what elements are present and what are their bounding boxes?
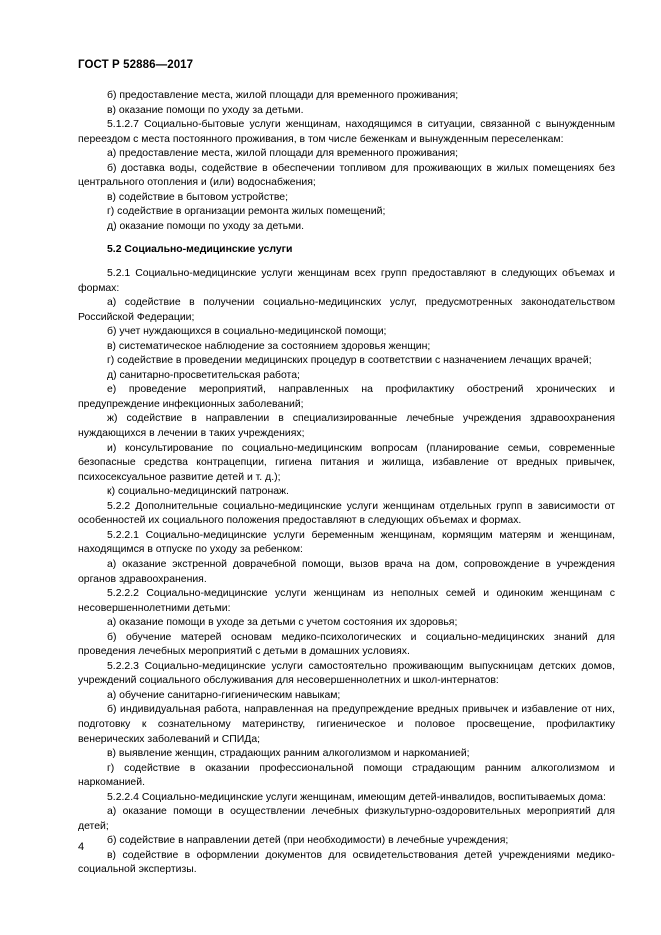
paragraph: в) оказание помощи по уходу за детьми. [107,104,304,116]
paragraph: в) содействие в бытовом устройстве; [107,191,289,203]
document-body [78,89,615,878]
paragraph: и) консультирование по социально-медицинским вопросам (планирование семьи, современные безопасные средства контрацепции, гигиена питания и жилища, избавление от вредных привычек, психосексуальное развитие детей и т. д.); [78,442,615,483]
paragraph: 5.2.2.1 Социально-медицинские услуги беременным женщинам, кормящим матерям и женщинам, находящимся в отпуске по уходу за ребенком: [78,529,615,556]
paragraph: д) санитарно-просветительская работа; [107,369,300,381]
page-header-standard-code: ГОСТ Р 52886—2017 [78,59,194,71]
paragraph: а) оказание помощи в осуществлении лечебных физкультурно-оздоровительных мероприятий для детей; [78,806,615,832]
paragraph: а) оказание экстренной доврачебной помощи, вызов врача на дом, сопровождение в учреждения органов здравоохранения. [78,558,615,585]
paragraph: ж) содействие в направлении в специализированные лечебные учреждения здравоохранения нуждающихся в лечении в таких учреждениях; [78,413,615,440]
paragraph: а) предоставление места, жилой площади для временного проживания; [107,148,459,160]
paragraph: г) содействие в оказании профессиональной помощи страдающим ранним алкоголизмом и наркоманией. [78,762,615,789]
paragraph: б) индивидуальная работа, направленная на предупреждение вредных привычек и избавление от них, подготовку к сознательному материнству, гигиеническое и половое просвещение, профилактику венерических заболеваний и СПИДа; [78,704,615,745]
page-number: 4 [78,841,85,853]
paragraph: а) оказание помощи в уходе за детьми с учетом состояния их здоровья; [107,617,458,629]
paragraph: б) доставка воды, содействие в обеспечении топливом для проживающих в жилых помещениях без центрального отопления и (или) водоснабжения; [78,162,615,189]
paragraph: к) социально-медицинский патронаж. [107,486,289,498]
paragraph: б) предоставление места, жилой площади для временного проживания; [107,90,459,101]
paragraph: б) содействие в направлении детей (при необходимости) в лечебные учреждения; [107,835,509,847]
section-heading: 5.2 Социально-медицинские услуги [107,244,293,256]
paragraph: в) систематическое наблюдение за состоянием здоровья женщин; [107,340,431,352]
paragraph: е) проведение мероприятий, направленных на профилактику обострений хронических и предупреждение инфекционных заболеваний; [78,384,615,410]
paragraph: 5.2.2.4 Социально-медицинские услуги женщинам, имеющим детей-инвалидов, воспитываемых дома: [107,791,606,803]
paragraph: б) учет нуждающихся в социально-медицинской помощи; [107,326,387,338]
paragraph: б) обучение матерей основам медико-психологических и социально-медицинских знаний для проведения лечебных мероприятий с детьми в домашних условиях. [78,631,615,658]
paragraph: в) содействие в оформлении документов для освидетельствования детей учреждениями медико-социальной экспертизы. [78,849,615,876]
paragraph: г) содействие в организации ремонта жилых помещений; [107,206,386,218]
paragraph: 5.2.2.2 Социально-медицинские услуги женщинам из неполных семей и одиноким женщинам с несовершеннолетними детьми: [78,588,615,614]
paragraph: 5.2.2.3 Социально-медицинские услуги самостоятельно проживающим выпускницам детских домов, учреждений социального обслуживания для несовершеннолетних и школ-интернатов: [78,660,615,687]
paragraph: г) содействие в проведении медицинских процедур в соответствии с назначением лечащих врачей; [107,355,592,367]
paragraph: в) выявление женщин, страдающих ранним алкоголизмом и наркоманией; [107,748,470,760]
paragraph: а) содействие в получении социально-медицинских услуг, предусмотренных законодательством Российской Федерации; [78,297,615,323]
paragraph: 5.2.2 Дополнительные социально-медицинские услуги женщинам отдельных групп в зависимости от особенностей их социального положения предоставляют в следующих объемах и формах. [78,500,615,527]
paragraph: д) оказание помощи по уходу за детьми. [107,220,305,232]
paragraph: 5.2.1 Социально-медицинские услуги женщинам всех групп предоставляют в следующих объемах и формах: [78,268,615,294]
paragraph: а) обучение санитарно-гигиеническим навыкам; [107,689,341,701]
paragraph: 5.1.2.7 Социально-бытовые услуги женщинам, находящимся в ситуации, связанной с вынужденным переездом с места постоянного проживания, в том числе беженкам и вынужденным переселенкам: [78,119,615,145]
